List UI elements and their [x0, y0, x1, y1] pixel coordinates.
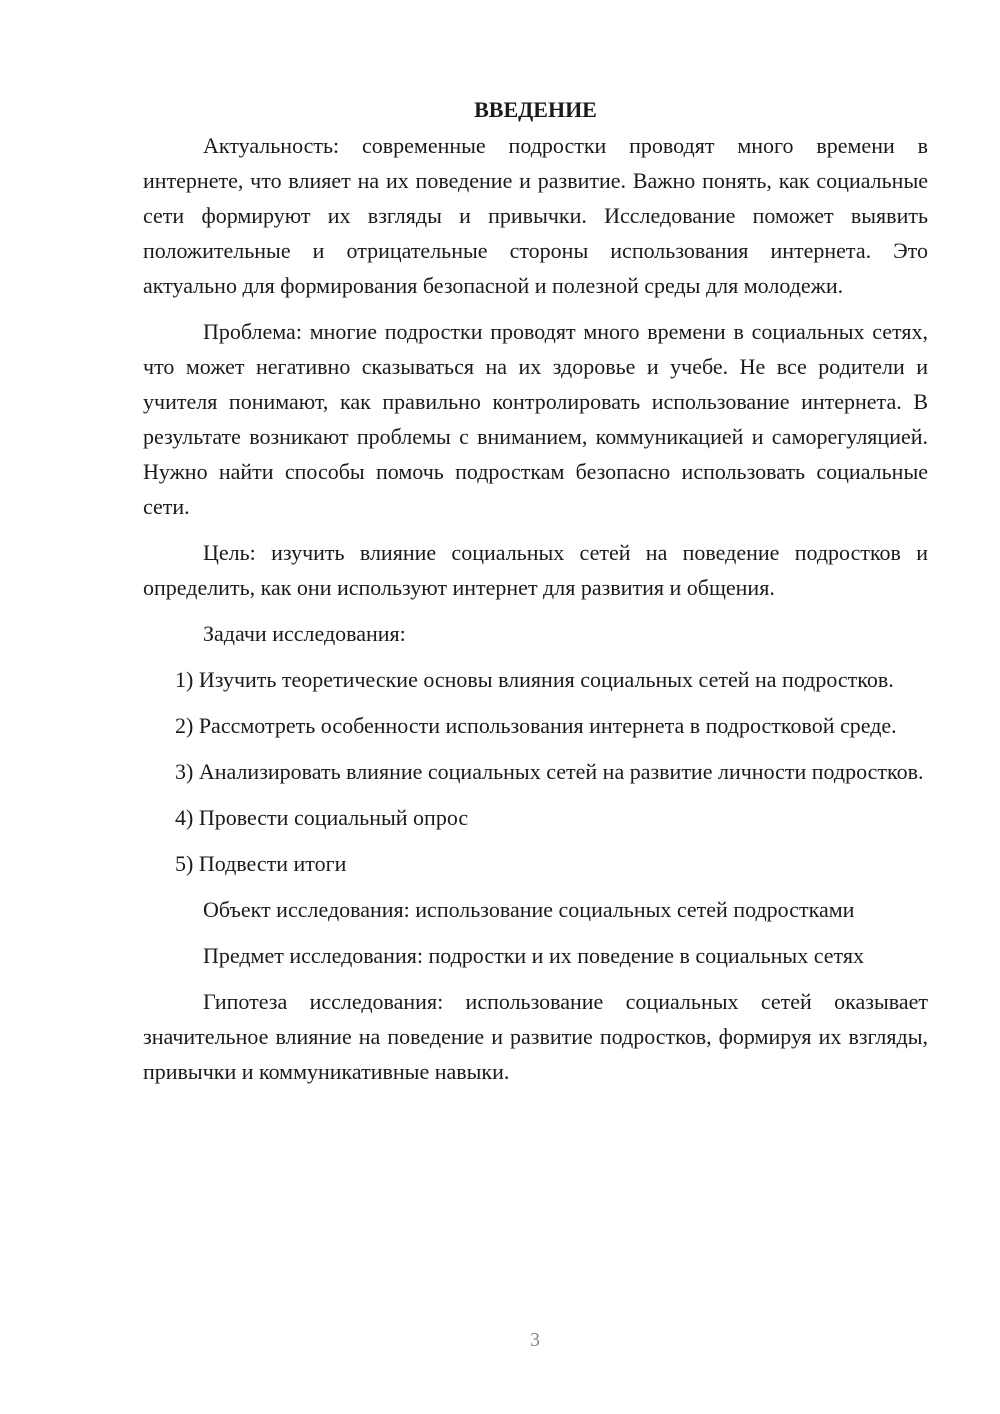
relevance-paragraph: Актуальность: современные подростки проводят много времени в интернете, что влияет на их поведение и развитие. Важно понять, как социальные сети формируют их взгляды и привычки. Исследование поможет выявить положительные и отрицательные стороны использования интернета. Это актуально для формирования безопасной и полезной среды для молодежи. — [143, 133, 928, 298]
object-paragraph: Объект исследования: использование социальных сетей подростками — [203, 897, 855, 922]
tasks-heading: Задачи исследования: — [203, 621, 406, 646]
page-number: 3 — [530, 1329, 540, 1351]
subject-paragraph: Предмет исследования: подростки и их поведение в социальных сетях — [203, 943, 864, 968]
hypothesis-paragraph: Гипотеза исследования: использование социальных сетей оказывает значительное влияние на поведение и развитие подростков, формируя их взгляды, привычки и коммуникативные навыки. — [143, 989, 928, 1084]
problem-paragraph: Проблема: многие подростки проводят много времени в социальных сетях, что может негативно сказываться на их здоровье и учебе. Не все родители и учителя понимают, как правильно контролировать использование интернета. В результате возникают проблемы с вниманием, коммуникацией и саморегуляцией. Нужно найти способы помочь подросткам безопасно использовать социальные сети. — [143, 319, 928, 519]
section-title: ВВЕДЕНИЕ — [474, 97, 597, 122]
document-page — [143, 92, 928, 1089]
task-item-2: 2) Рассмотреть особенности использования интернета в подростковой среде. — [175, 713, 897, 738]
task-item-4: 4) Провести социальный опрос — [175, 805, 469, 830]
task-item-5: 5) Подвести итоги — [175, 851, 347, 876]
task-item-3: 3) Анализировать влияние социальных сетей на развитие личности подростков. — [175, 759, 924, 784]
goal-paragraph: Цель: изучить влияние социальных сетей на поведение подростков и определить, как они используют интернет для развития и общения. — [143, 540, 928, 600]
task-item-1: 1) Изучить теоретические основы влияния социальных сетей на подростков. — [175, 667, 894, 692]
